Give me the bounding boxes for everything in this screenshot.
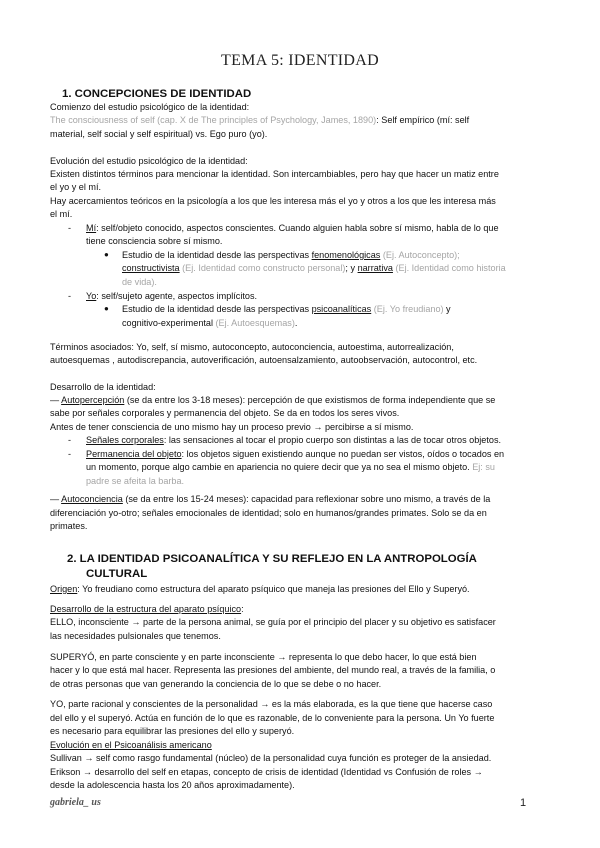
- sub-item-mi-line3: de vida).: [122, 277, 157, 287]
- autoconciencia-line3: primates.: [50, 521, 88, 531]
- section-2-heading-line2: CULTURAL: [86, 568, 148, 580]
- term-permanencia-objeto: Permanencia del objeto: [86, 449, 182, 459]
- paragraph-study-start-heading: Comienzo del estudio psicológico de la identidad:: [50, 102, 250, 112]
- text-run: y: [443, 304, 451, 314]
- list-item-permanencia: [86, 448, 550, 461]
- term-psicoanaliticas: psicoanalíticas: [311, 304, 372, 314]
- example-text: (Ej. Identidad como historia: [392, 263, 506, 273]
- text-run: —: [50, 395, 62, 405]
- terms-line2: autoesquemas , autodiscrepancia, autoverificación, autoensalzamiento, autoobservación, autocontrol, etc.: [50, 355, 478, 365]
- paragraph-evolution-line1: Existen distintos términos para mencionar la identidad. Son intercambiables, pero hay que hacer un matiz entre: [50, 169, 499, 179]
- text-run: —: [50, 494, 62, 504]
- text-run: cognitivo-experimental: [122, 318, 213, 328]
- sub-item-mi-line1: [122, 249, 552, 262]
- example-text: (Ej. Autoconcepto);: [380, 250, 460, 260]
- yo-line3: es necesario para equilibrar las presiones del ello y superyó.: [50, 726, 295, 736]
- example-text: (Ej. Yo freudiano): [371, 304, 444, 314]
- erikson-line1: Erikson → desarrollo del self en etapas, concepto de crisis de identidad (Identidad vs Confusión de roles →: [50, 767, 483, 777]
- document-title: TEMA 5: IDENTIDAD: [221, 52, 379, 69]
- dash-bullet: -: [68, 291, 72, 301]
- text-run: : Yo freudiano como estructura del aparato psíquico que maneja las presiones del Ello y Superyó.: [77, 584, 470, 594]
- yo-line2: del ello y el superyó. Actúa en función de lo que es razonable, de lo conveniente para la persona. Un Yo fuerte: [50, 713, 495, 723]
- ello-line2: las necesidades pulsionales que tenemos.: [50, 631, 221, 641]
- term-fenomenologicas: fenomenológicas: [311, 250, 381, 260]
- term-yo: Yo: [86, 291, 97, 301]
- text-run: ; y: [345, 263, 358, 273]
- erikson-line2: desde la adolescencia hasta los 20 años aproximadamente).: [50, 780, 295, 790]
- text-run: Estudio de la identidad desde las perspectivas: [122, 250, 312, 260]
- list-item-mi: [86, 222, 550, 235]
- sullivan-line: Sullivan → self como rasgo fundamental (núcleo) de la personalidad cuya función es proteger de la ansiedad.: [50, 753, 492, 763]
- section-1-heading: 1. CONCEPCIONES DE IDENTIDAD: [62, 88, 252, 100]
- term-origen: Origen: [50, 584, 78, 594]
- evolution-heading: Evolución en el Psicoanálisis americano: [50, 740, 212, 750]
- term-autoconciencia: Autoconciencia: [61, 494, 123, 504]
- paragraph-evolution-heading: Evolución del estudio psicológico de la identidad:: [50, 156, 248, 166]
- term-senales-corporales: Señales corporales: [86, 435, 164, 445]
- list-item-senales: [86, 434, 550, 447]
- superyo-line2: hacer y lo que está mal hacer. Representa las presiones del ambiente, del mundo real, a través de la familia, o: [50, 665, 496, 675]
- text-run: : las sensaciones al tocar el propio cuerpo son distintas a las de tocar otros objetos.: [163, 435, 502, 445]
- autoconciencia-line1: [50, 493, 550, 506]
- sub-item-yo-line1: [122, 303, 552, 316]
- text-run: (se da entre los 3-18 meses): percepción de que existismos de forma independiente que se: [124, 395, 496, 405]
- yo-line1: YO, parte racional y conscientes de la personalidad → es la más elaborada, es la que tiene que hacerse caso: [50, 699, 493, 709]
- list-item-permanencia-line2: [86, 461, 550, 474]
- paragraph-evolution-line2: el yo y el mí.: [50, 182, 102, 192]
- structure-heading: [50, 603, 550, 616]
- text-run: (se da entre los 15-24 meses): capacidad para reflexionar sobre uno mismo, a través de la: [122, 494, 491, 504]
- text-run: .: [294, 318, 298, 328]
- text-run: : Self empírico (mí: self: [376, 115, 470, 125]
- origin-line: [50, 583, 550, 596]
- superyo-line1: SUPERYÓ, en parte consciente y en parte inconsciente → representa lo que debo hacer, lo que está bien: [50, 652, 477, 662]
- text-run: : los objetos siguen existiendo aunque no puedan ser vistos, oídos o tocados en: [181, 449, 505, 459]
- author-signature: gabriela_ us: [50, 797, 101, 808]
- development-heading: Desarrollo de la identidad:: [50, 382, 156, 392]
- text-run: un momento, porque algo cambie en apariencia no quiere decir que ya no sea el mismo objeto.: [86, 462, 470, 472]
- development-line3: Antes de tener consciencia de uno mismo hay un proceso previo → percibirse a sí mismo.: [50, 422, 414, 432]
- term-constructivista: constructivista: [122, 263, 180, 273]
- dash-bullet: -: [68, 435, 72, 445]
- list-item-permanencia-line3: padre se afeita la barba.: [86, 476, 185, 486]
- list-item-mi-line2: tiene consciencia sobre sí mismo.: [86, 236, 223, 246]
- dot-bullet: ●: [104, 304, 109, 313]
- example-text: Ej: su: [469, 462, 495, 472]
- text-run: :: [241, 604, 244, 614]
- page-number: 1: [520, 797, 527, 809]
- paragraph-study-start-line2: material, self social y self espiritual) vs. Ego puro (yo).: [50, 129, 268, 139]
- example-text: (Ej. Autoesquemas): [212, 318, 295, 328]
- sub-item-yo-line2: [122, 317, 552, 330]
- text-run: Estudio de la identidad desde las perspectivas: [122, 304, 312, 314]
- development-line1: [50, 394, 550, 407]
- list-item-yo: [86, 290, 550, 303]
- dot-bullet: ●: [104, 250, 109, 259]
- sub-item-mi-line2: [122, 262, 552, 275]
- text-run: Desarrollo de la estructura del aparato psíquico: [50, 604, 242, 614]
- dash-bullet: -: [68, 223, 72, 233]
- term-autopercepcion: Autopercepción: [61, 395, 125, 405]
- term-narrativa: narrativa: [357, 263, 393, 273]
- section-2-heading-line1: 2. LA IDENTIDAD PSICOANALÍTICA Y SU REFLEJO EN LA ANTROPOLOGÍA: [67, 553, 477, 565]
- paragraph-evolution-line3: Hay acercamientos teóricos en la psicología a los que les interesa más el yo y otros a los que les interesa más: [50, 196, 496, 206]
- example-text: (Ej. Identidad como constructo personal): [179, 263, 346, 273]
- paragraph-study-start-line1: [50, 114, 550, 127]
- text-run: : self/objeto conocido, aspectos conscientes. Cuando alguien habla sobre sí mismo, habla de lo que: [96, 223, 499, 233]
- development-line2: sabe por señales corporales y permanencia del objeto. Se da en todos los seres vivos.: [50, 408, 400, 418]
- term-mi: Mí: [86, 223, 97, 233]
- ello-line1: ELLO, inconsciente → parte de la persona animal, se guía por el principio del placer y su objetivo es satisfacer: [50, 617, 496, 627]
- citation-text: The consciousness of self (cap. X de The principles of Psychology, James, 1890): [50, 115, 377, 125]
- superyo-line3: de otras personas que van generando la conciencia de lo que se debe o no hacer.: [50, 679, 382, 689]
- autoconciencia-line2: diferenciación yo-otro; señales emocionales de identidad; solo en humanos/grandes primates. Solo se da en: [50, 508, 487, 518]
- dash-bullet: -: [68, 449, 72, 459]
- terms-line1: Términos asociados: Yo, self, sí mismo, autoconcepto, autoconciencia, autoestima, autorrealización,: [50, 342, 454, 352]
- text-run: : self/sujeto agente, aspectos implícitos.: [96, 291, 258, 301]
- paragraph-evolution-line4: el mí.: [50, 209, 73, 219]
